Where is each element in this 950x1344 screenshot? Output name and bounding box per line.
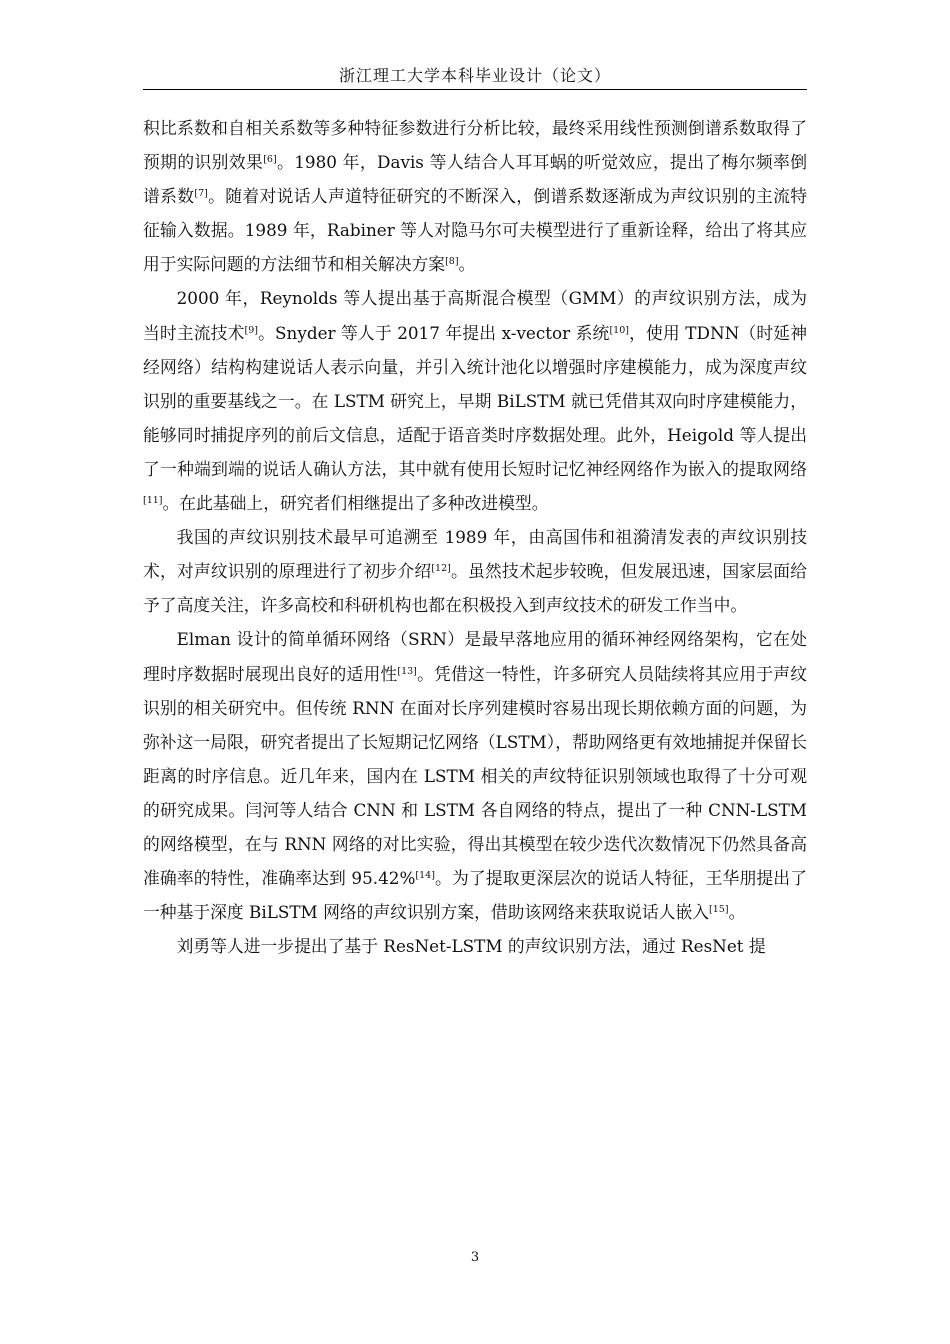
text-run: ，使用 TDNN（时延神经网络）结构构建说话人表示向量，并引入统计池化以增强时序建模能力，成为深度声纹识别的重要基线之一。在 LSTM 研究上，早期 BiLSTM 就已凭借其双向时序建模能力，能够同时捕捉序列的前后文信息，适配于语音类时序数据处理。此外，Heigold 等人提出了一种端到端的说话人确认方法，其中就有使用长短时记忆神经网络作为嵌入的提取网络	[143, 322, 807, 479]
text-run: 刘勇等人进一步提出了基于 ResNet-LSTM 的声纹识别方法，通过 ResNet 提	[176, 936, 766, 957]
text-run: 。在此基础上，研究者们相继提出了多种改进模型。	[162, 493, 549, 514]
page-header: 浙江理工大学本科毕业设计（论文）	[338, 66, 611, 85]
text-run: 2000 年，Reynolds 等人提出基于高斯混合模型（GMM）的声纹识别方法，成为当时主流技术	[143, 288, 807, 343]
text-run: 。	[728, 902, 746, 923]
citation-marker: [12]	[431, 563, 451, 575]
citation-marker: [11]	[143, 495, 163, 507]
text-run: 积比系数和自相关系数等多种特征参数进行分析比较，最终采用线性预测倒谱系数取得了预期的识别效果	[143, 118, 807, 173]
citation-marker: [15]	[709, 904, 729, 916]
header-divider	[143, 89, 807, 90]
citation-marker: [7]	[194, 188, 208, 200]
text-run: 。为了提取更深层次的说话人特征，王华朋提出了一种基于深度 BiLSTM 网络的声纹识别方案，借助该网络来获取说话人嵌入	[143, 868, 807, 923]
citation-marker: [10]	[609, 324, 629, 336]
text-run: 。随着对说话人声道特征研究的不断深入，倒谱系数逐渐成为声纹识别的主流特征输入数据。1989 年，Rabiner 等人对隐马尔可夫模型进行了重新诠释，给出了将其应用于实际问题的方法细节和相关解决方案	[143, 186, 807, 275]
paragraph	[143, 281, 807, 520]
paragraph	[143, 111, 807, 281]
paragraph	[143, 622, 807, 929]
text-run: 我国的声纹识别技术最早可追溯至 1989 年，由高国伟和祖漪清发表的声纹识别技术，对声纹识别的原理进行了初步介绍	[143, 527, 807, 582]
citation-marker: [6]	[263, 154, 277, 166]
citation-marker: [8]	[445, 256, 459, 268]
text-run: Elman 设计的简单循环网络（SRN）是最早落地应用的循环神经网络架构，它在处理时序数据时展现出良好的适用性	[143, 629, 807, 684]
paragraph	[143, 929, 807, 963]
paragraph	[143, 520, 807, 622]
citation-marker: [14]	[415, 870, 435, 882]
body-text	[143, 111, 807, 963]
text-run: 。虽然技术起步较晚，但发展迅速，国家层面给予了高度关注，许多高校和科研机构也都在积极投入到声纹技术的研发工作当中。	[143, 561, 807, 616]
citation-marker: [9]	[244, 324, 258, 336]
text-run: 。Snyder 等人于 2017 年提出 x-vector 系统	[257, 322, 610, 343]
text-run: 。1980 年，Davis 等人结合人耳耳蜗的听觉效应，提出了梅尔频率倒谱系数	[143, 152, 807, 207]
text-run: 。	[458, 254, 476, 275]
page-number: 3	[470, 1250, 480, 1265]
text-run: 。凭借这一特性，许多研究人员陆续将其应用于声纹识别的相关研究中。但传统 RNN 在面对长序列建模时容易出现长期依赖方面的问题，为弥补这一局限，研究者提出了长短期记忆网络（LSTM），帮助网络更有效地捕捉并保留长距离的时序信息。近几年来，国内在 LSTM 相关的声纹特征识别领域也取得了十分可观的研究成果。闫河等人结合 CNN 和 LSTM 各自网络的特点，提出了一种 CNN-LSTM 的网络模型，在与 RNN 网络的对比实验，得出其模型在较少迭代次数情况下仍然具备高准确率的特性，准确率达到 95.42%	[143, 663, 807, 889]
citation-marker: [13]	[397, 665, 417, 677]
